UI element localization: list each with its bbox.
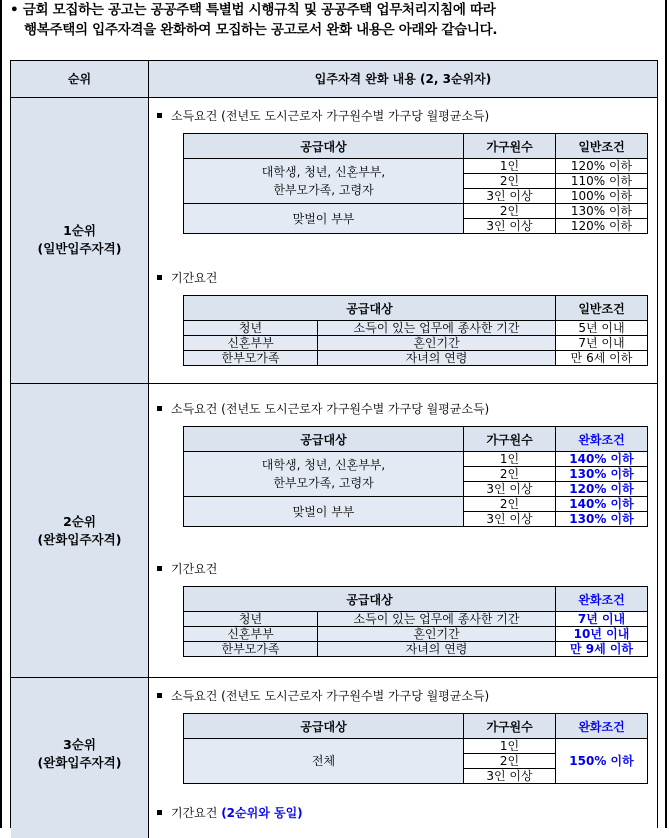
- rank-3-income-table: [183, 713, 648, 784]
- col-supply: 공급대상: [184, 134, 464, 159]
- member-3: 3인 이상: [464, 219, 556, 234]
- col-relaxed: 완화조건: [556, 587, 648, 612]
- member-2: 2인: [464, 467, 556, 482]
- bullet-icon: [157, 406, 162, 411]
- period-single-desc: 자녀의 연령: [318, 351, 556, 366]
- condition-value: 100% 이하: [556, 189, 648, 204]
- rank-3-title: 3순위: [63, 737, 96, 752]
- period-newly: 신혼부부: [184, 627, 318, 642]
- eligibility-table: [10, 60, 658, 828]
- member-1: 1인: [464, 452, 556, 467]
- condition-value: 110% 이하: [556, 174, 648, 189]
- member-2: 2인: [464, 204, 556, 219]
- col-supply: 공급대상: [184, 427, 464, 452]
- condition-value: 7년 이내: [556, 612, 648, 627]
- condition-value: 150% 이하: [556, 739, 648, 784]
- income-label: 소득요건 (전년도 도시근로자 가구원수별 가구당 월평균소득): [171, 109, 490, 123]
- member-3: 3인 이상: [464, 189, 556, 204]
- bullet-icon: [157, 275, 162, 280]
- bullet-icon: [157, 693, 162, 698]
- member-3: 3인 이상: [464, 769, 556, 784]
- member-3: 3인 이상: [464, 512, 556, 527]
- period-youth: 청년: [184, 321, 318, 336]
- period-single: 한부모가족: [184, 351, 318, 366]
- period-youth-desc: 소득이 있는 업무에 종사한 기간: [318, 321, 556, 336]
- period-label: 기간요건: [171, 562, 218, 576]
- member-3: 3인 이상: [464, 482, 556, 497]
- col-supply: 공급대상: [184, 296, 556, 321]
- group-all: 전체: [184, 739, 464, 784]
- condition-value: 만 9세 이하: [556, 642, 648, 657]
- rank-1-period-heading: [157, 270, 217, 286]
- header-rank: 순위: [11, 61, 149, 97]
- condition-value: 130% 이하: [556, 467, 648, 482]
- group-dual: 맞벌이 부부: [184, 204, 464, 234]
- table-header: [11, 61, 657, 98]
- rank-3-subtitle: (완화입주자격): [37, 755, 122, 770]
- intro-line-1: • 금회 모집하는 공고는 공공주택 특별법 시행규칙 및 공공주택 업무처리지침에 따라: [10, 2, 496, 18]
- col-members: 가구원수: [464, 134, 556, 159]
- rank-1-cell: [11, 98, 149, 384]
- group-general: 대학생, 청년, 신혼부부, 한부모가족, 고령자: [184, 452, 464, 497]
- rank-2-title: 2순위: [63, 514, 96, 529]
- rank-3-cell: [11, 678, 149, 838]
- col-normal: 일반조건: [556, 296, 648, 321]
- period-youth-desc: 소득이 있는 업무에 종사한 기간: [318, 612, 556, 627]
- bullet-icon: [157, 810, 162, 815]
- rank-3-content: [149, 678, 657, 838]
- condition-value: 120% 이하: [556, 219, 648, 234]
- member-1: 1인: [464, 739, 556, 754]
- period-label: 기간요건: [171, 271, 218, 285]
- bullet-icon: [157, 113, 162, 118]
- period-single-desc: 자녀의 연령: [318, 642, 556, 657]
- condition-value: 140% 이하: [556, 497, 648, 512]
- condition-value: 7년 이내: [556, 336, 648, 351]
- intro-text: [10, 0, 660, 40]
- col-relaxed: 완화조건: [556, 427, 648, 452]
- rank-3-period-heading: [157, 805, 303, 821]
- member-2: 2인: [464, 174, 556, 189]
- period-newly: 신혼부부: [184, 336, 318, 351]
- rank-2-content: [149, 384, 657, 678]
- condition-value: 140% 이하: [556, 452, 648, 467]
- rank-1-period-table: [183, 295, 648, 366]
- income-label: 소득요건 (전년도 도시근로자 가구원수별 가구당 월평균소득): [171, 689, 490, 703]
- col-normal: 일반조건: [556, 134, 648, 159]
- header-content: 입주자격 완화 내용 (2, 3순위자): [314, 72, 492, 86]
- member-2: 2인: [464, 754, 556, 769]
- col-members: 가구원수: [464, 427, 556, 452]
- rank-2-period-heading: [157, 561, 217, 577]
- period-label: 기간요건: [171, 806, 222, 820]
- period-newly-desc: 혼인기간: [318, 336, 556, 351]
- condition-value: 130% 이하: [556, 204, 648, 219]
- rank-2-subtitle: (완화입주자격): [37, 532, 122, 547]
- col-relaxed: 완화조건: [556, 714, 648, 739]
- member-1: 1인: [464, 159, 556, 174]
- intro-line-2: 행복주택의 입주자격을 완화하여 모집하는 공고로서 완화 내용은 아래와 같습니다.: [24, 22, 498, 38]
- rank-2-income-heading: [157, 401, 489, 417]
- rank-3-income-heading: [157, 688, 489, 704]
- rank-1-income-heading: [157, 108, 489, 124]
- rank-2-cell: [11, 384, 149, 678]
- period-note: (2순위와 동일): [221, 806, 303, 820]
- period-single: 한부모가족: [184, 642, 318, 657]
- rank-2-income-table: [183, 426, 648, 527]
- rank-2-period-table: [183, 586, 648, 657]
- member-2: 2인: [464, 497, 556, 512]
- condition-value: 120% 이하: [556, 482, 648, 497]
- col-supply: 공급대상: [184, 587, 556, 612]
- rank-1-title: 1순위: [63, 223, 96, 238]
- bullet-icon: [157, 566, 162, 571]
- group-general: 대학생, 청년, 신혼부부, 한부모가족, 고령자: [184, 159, 464, 204]
- col-members: 가구원수: [464, 714, 556, 739]
- condition-value: 5년 이내: [556, 321, 648, 336]
- period-youth: 청년: [184, 612, 318, 627]
- condition-value: 만 6세 이하: [556, 351, 648, 366]
- rank-1-income-table: [183, 133, 648, 234]
- rank-1-content: [149, 98, 657, 384]
- income-label: 소득요건 (전년도 도시근로자 가구원수별 가구당 월평균소득): [171, 402, 490, 416]
- condition-value: 10년 이내: [556, 627, 648, 642]
- period-newly-desc: 혼인기간: [318, 627, 556, 642]
- condition-value: 120% 이하: [556, 159, 648, 174]
- group-dual: 맞벌이 부부: [184, 497, 464, 527]
- col-supply: 공급대상: [184, 714, 464, 739]
- rank-1-subtitle: (일반입주자격): [37, 241, 122, 256]
- condition-value: 130% 이하: [556, 512, 648, 527]
